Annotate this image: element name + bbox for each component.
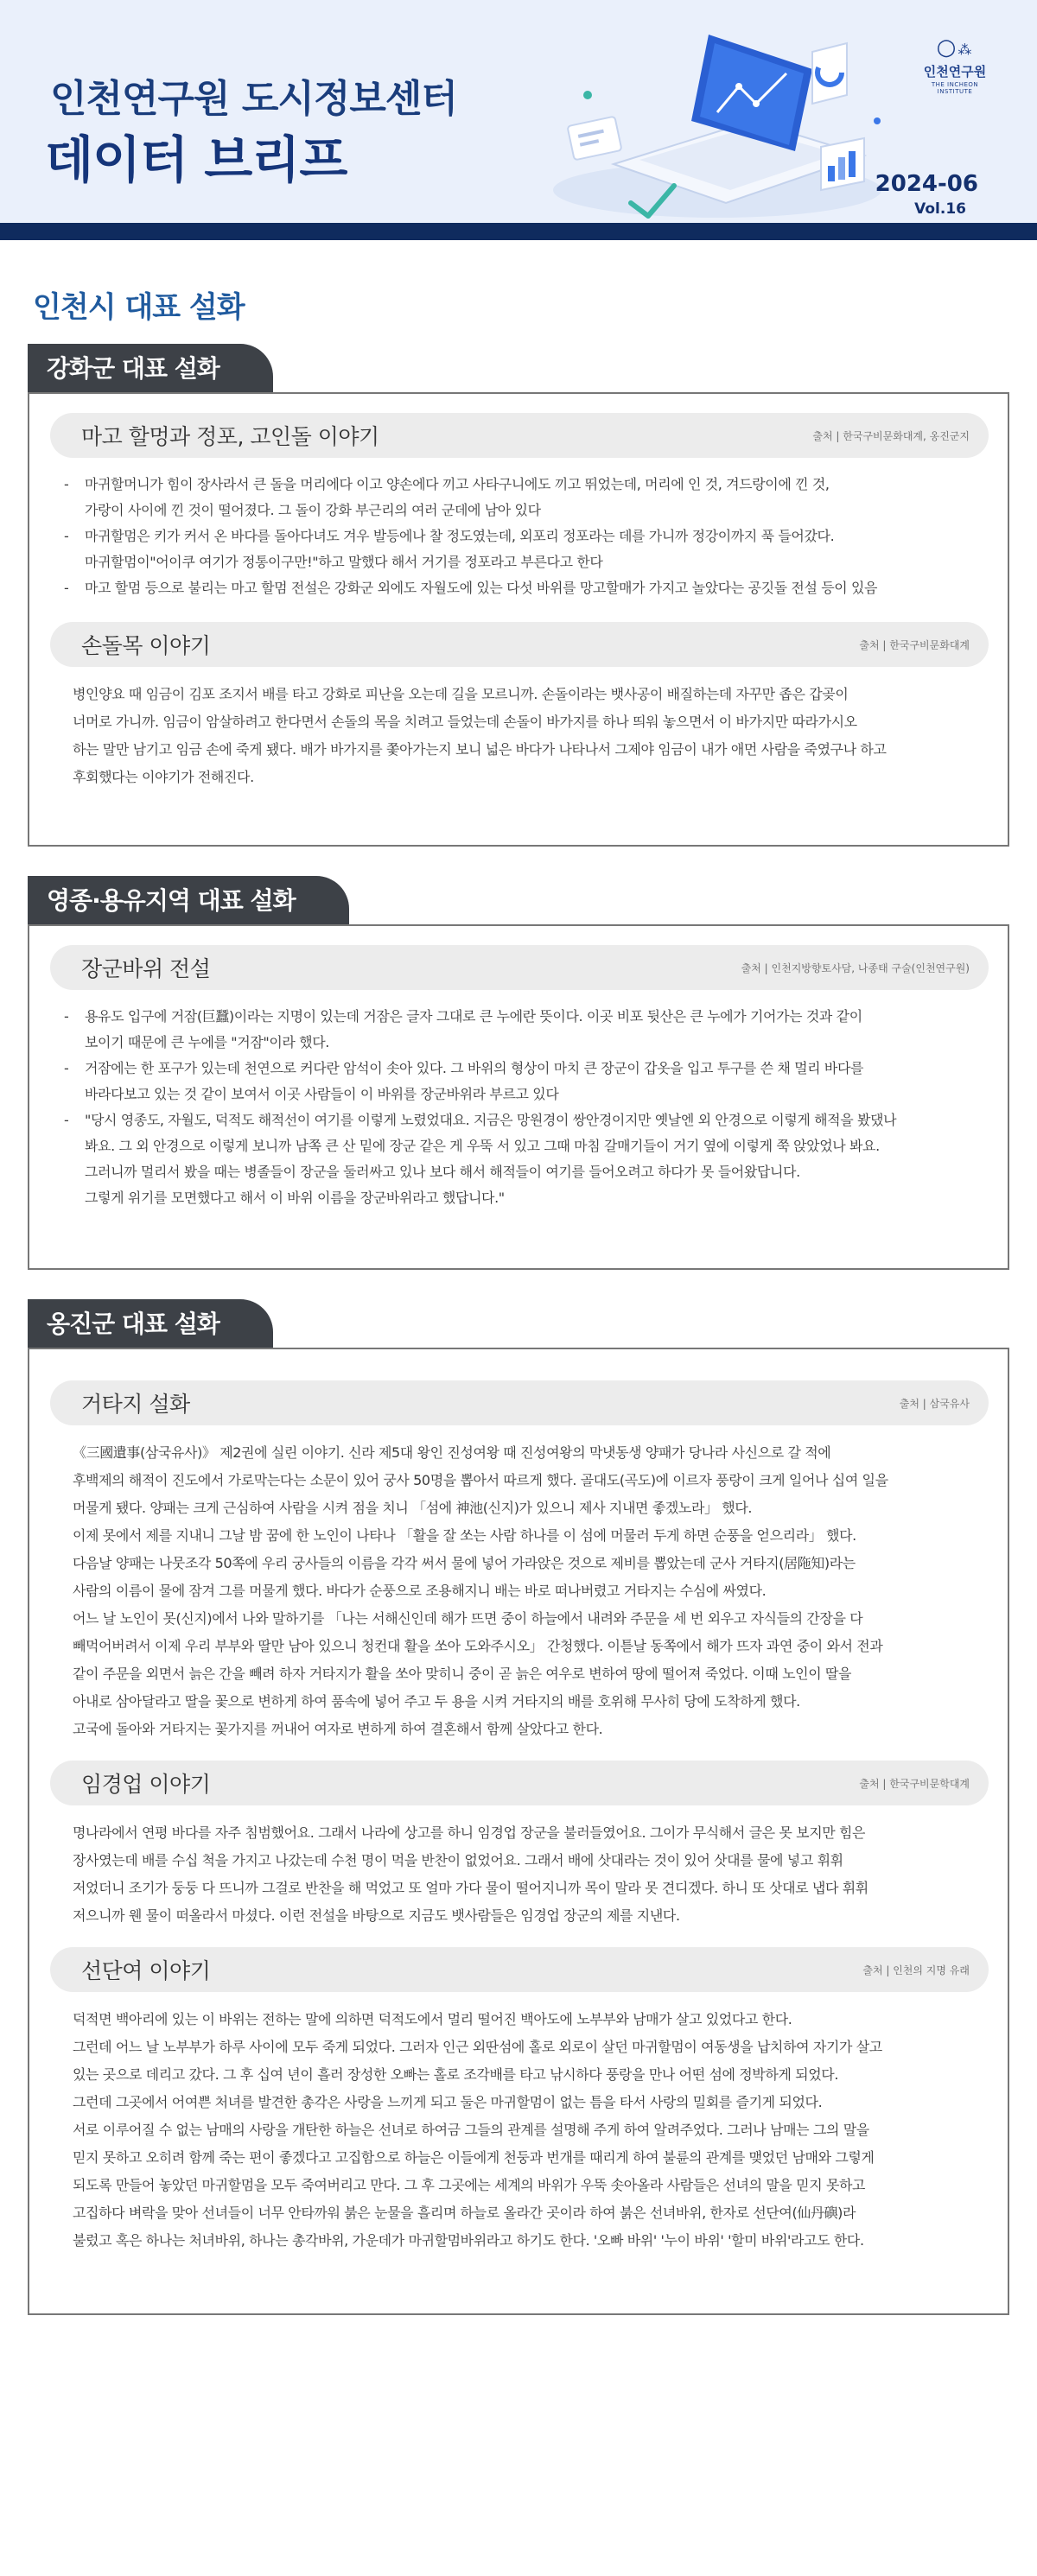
story-geotaji [50,1380,989,1743]
list-item: - 마고 할멈 등으로 불리는 마고 할멈 전설은 강화군 외에도 자월도에 있는 다섯 바위를 망고할매가 가지고 놀았다는 공깃돌 전설 등이 있음 [64,575,989,601]
story-paragraph: 《三國遺事(삼국유사)》 제2권에 실린 이야기. 신라 제5대 왕인 진성여왕 때 진성여왕의 막냇동생 양패가 당나라 사신으로 갈 적에 후백제의 해적이 진도에서 가로막는다는 소문이 있어 궁사 50명을 뽑아서 따르게 했다. 골대도(곡도)에 이르자 풍랑이 크게 일어나 십여 일을 머물게 됐다. 양패는 크게 근심하여 사람을 시켜 점을 치니 「섬에 神池(신지)가 있으니 제사 지내면 좋겠노라」 했다. 이제 못에서 제를 지내니 그날 밤 꿈에 한 노인이 나타나 「활을 잘 쏘는 사람 하나를 이 섬에 머물러 두게 하면 순풍을 얻으리라」 했다. 다음날 양패는 나뭇조각 50쪽에 우리 궁사들의 이름을 각각 써서 물에 넣어 가라앉은 것으로 제비를 뽑았는데 군사 거타지(居陁知)라는 사람의 이름이 물에 잠겨 그를 머물게 했다. 바다가 순풍으로 조용해지니 배는 바로 떠나버렸고 거타지는 수심에 싸였다. 어느 날 노인이 못(신지)에서 나와 말하기를 「나는 서해신인데 해가 뜨면 중이 하늘에서 내려와 주문을 세 번 외우고 자식들의 간장을 다 빼먹어버려서 이제 우리 부부와 딸만 남아 있으니 청컨대 활을 쏘아 도와주시오」 간청했다. 이튿날 동쪽에서 해가 뜨자 과연 중이 와서 전과 같이 주문을 외면서 늙은 간을 빼려 하자 거타지가 활을 쏘아 맞히니 중이 곧 늙은 여우로 변하여 땅에 떨어져 죽었다. 이때 노인이 딸을 아내로 삼아달라고 딸을 꽃으로 변하게 하여 품속에 넣어 주고 두 용을 시켜 거타지의 배를 호위해 무사히 당에 도착하게 했다. 고국에 돌아와 거타지는 꽃가지를 꺼내어 여자로 변하게 하여 결혼해서 함께 살았다고 한다. [73,1444,888,1737]
section-yeongjong [28,876,1009,1270]
story-mago [50,413,989,601]
list-item: - "당시 영종도, 자월도, 덕적도 해적선이 여기를 이렇게 노렸었대요. 지금은 망원경이 쌍안경이지만 옛날엔 외 안경으로 이렇게 해적을 봤댔나 봐요. 그 외 안경으로 이렇게 보니까 남쪽 큰 산 밑에 장군 같은 게 우뚝 서 있고 그때 마침 갈매기들이 거기 옆에 이렇게 쭉 앉았었나 봐요. 그러니까 멀리서 봤을 때는 병졸들이 장군을 둘러싸고 있나 보다 해서 해적들이 여기를 들어오려고 하다가 못 들어왔답니다. 그렇게 위기를 모면했다고 해서 이 바위 이름을 장군바위라고 했답니다." [64,1107,989,1211]
page-title: 인천시 대표 설화 [33,290,245,325]
logo-icon: ○⁂ [936,35,974,60]
story-paragraph: 덕적면 백아리에 있는 이 바위는 전하는 말에 의하면 덕적도에서 멀리 떨어진 백아도에 노부부와 남매가 살고 있었다고 한다. 그런데 어느 날 노부부가 하루 사이에 모두 죽게 되었다. 그러자 인근 외딴섬에 홀로 외로이 살던 마귀할멈이 여동생을 납치하여 자기가 살고 있는 곳으로 데리고 갔다. 그 후 십여 년이 흘러 장성한 오빠는 홀로 조각배를 타고 낚시하다 풍랑을 만나 어떤 섬에 정박하게 되었다. 그런데 그곳에서 어여쁜 처녀를 발견한 총각은 사랑을 느끼게 되고 둘은 마귀할멈이 없는 틈을 타서 사랑의 밀회를 즐기게 되었다. 서로 이루어질 수 없는 남매의 사랑을 개탄한 하늘은 선녀로 하여금 그들의 관계를 설명해 주게 하여 알려주었다. 그러나 남매는 그의 말을 믿지 못하고 오히려 함께 죽는 편이 좋겠다고 고집함으로 하늘은 이들에게 천둥과 번개를 때리게 하여 불륜의 관계를 맺었던 남매와 그렇게 되도록 만들어 놓았던 마귀할멈을 모두 죽여버리고 만다. 그 후 그곳에는 세계의 바위가 우뚝 솟아올라 사람들은 선녀의 말을 믿지 못하고 고집하다 벼락을 맞아 선녀들이 너무 안타까워 붉은 눈물을 흘리며 하늘로 올라간 곳이라 하여 붉은 선녀바위, 한자로 선단여(仙丹礖)라 불렀고 혹은 하나는 처녀바위, 하나는 총각바위, 가운데가 마귀할멈바위라고 하기도 한다. '오빠 바위' '누이 바위' '할미 바위'라고도 한다. [73,2011,882,2249]
section-box [28,392,1009,847]
story-title: 임경업 이야기 [81,1772,211,1797]
issue-volume: Vol.16 [914,200,966,218]
section-box [28,1348,1009,2315]
story-bullet-list [64,1004,989,1211]
story-paragraph: 명나라에서 연평 바다를 자주 침범했어요. 그래서 나라에 상고를 하니 임경업 장군을 불러들였어요. 그이가 무식해서 글은 못 보지만 힘은 장사였는데 배를 수십 척을 가지고 나갔는데 수천 명이 먹을 반찬이 없었어요. 그래서 배에 삿대라는 것이 있어 삿대를 물에 넣고 휘휘 저었더니 조기가 둥둥 다 뜨니까 그걸로 반찬을 해 먹었고 또 얼마 가다 물이 떨어지니까 목이 말라 못 견디겠다. 하니 또 삿대로 냅다 휘휘 저으니까 웬 물이 떠올라서 마셨다. 이런 전설을 바탕으로 지금도 뱃사람들은 임경업 장군의 제를 지낸다. [73,1824,868,1924]
institute-logo [916,35,994,95]
story-janggun-rock [50,945,989,1211]
list-item: - 마귀할머니가 힘이 장사라서 큰 돌을 머리에다 이고 양손에다 끼고 사타구니에도 끼고 뛰었는데, 머리에 인 것, 겨드랑이에 낀 것, 가랑이 사이에 낀 것이 떨어졌다. 그 돌이 강화 부근리의 여러 군데에 남아 있다 [64,472,989,523]
story-title: 마고 할멍과 정포, 고인돌 이야기 [81,424,379,449]
section-ongjin [28,1299,1009,2315]
story-header [50,945,989,990]
story-source: 출처 | 한국구비문화대계, 옹진군지 [812,430,970,442]
story-imgyeongeop [50,1761,989,1930]
story-header [50,1947,989,1992]
story-title: 손돌목 이야기 [81,633,211,658]
story-title: 거타지 설화 [81,1392,190,1417]
logo-subtitle: THE INCHEON INSTITUTE [931,81,979,95]
list-item: - 용유도 입구에 거잠(巨蠶)이라는 지명이 있는데 거잠은 글자 그대로 큰 누에란 뜻이다. 이곳 비포 뒷산은 큰 누에가 기어가는 것과 같이 보이기 때문에 큰 누에를 "거잠"이라 했다. [64,1004,989,1056]
story-source: 출처 | 한국구비문학대계 [859,1778,970,1790]
list-item: - 마귀할멈은 키가 커서 온 바다를 돌아다녀도 겨우 발등에나 찰 정도였는데, 외포리 정포라는 데를 가니까 정강이까지 푹 들어갔다. 마귀할멈이"어이쿠 여기가 정통이구만!"하고 말했다 해서 거기를 정포라고 부른다고 한다 [64,523,989,575]
story-paragraph: 병인양요 때 임금이 김포 조지서 배를 타고 강화로 피난을 오는데 길을 모르니까. 손돌이라는 뱃사공이 배질하는데 자꾸만 좁은 갑곶이 너머로 가니까. 임금이 암살하려고 한다면서 손돌의 목을 치려고 들었는데 손돌이 바가지를 하나 띄워 놓으면서 이 바가지만 따라가시오 하는 말만 남기고 임금 손에 죽게 됐다. 배가 바가지를 쫓아가는지 보니 넓은 바다가 나타나서 그제야 임금이 내가 애먼 사람을 죽였구나 하고 후회했다는 이야기가 전해진다. [73,686,887,785]
header-main-title: 데이터 브리프 [45,130,347,189]
issue-date: 2024-06 [875,171,978,197]
story-seondanyeo [50,1947,989,2255]
story-sondol [50,622,989,791]
header-divider-bar [0,223,1037,240]
section-tab: 강화군 대표 설화 [28,344,273,392]
story-source: 출처 | 삼국유사 [899,1398,970,1410]
story-header [50,622,989,667]
story-bullet-list [64,472,989,601]
header-banner [0,0,1037,240]
story-source: 출처 | 한국구비문화대계 [859,639,970,651]
story-source: 출처 | 인천지방향토사담, 나종태 구술(인천연구원) [741,962,970,974]
story-header [50,1380,989,1425]
logo-name: 인천연구원 [923,64,987,79]
laptop-illustration-icon [536,17,899,225]
story-title: 선단여 이야기 [81,1958,211,1983]
header-org-title: 인천연구원 도시정보센터 [50,77,457,121]
section-tab: 영종·용유지역 대표 설화 [28,876,349,924]
section-tab: 옹진군 대표 설화 [28,1299,273,1348]
story-header [50,413,989,458]
section-box [28,924,1009,1270]
story-header [50,1761,989,1805]
list-item: - 거잠에는 한 포구가 있는데 천연으로 커다란 암석이 솟아 있다. 그 바위의 형상이 마치 큰 장군이 갑옷을 입고 투구를 쓴 채 멀리 바다를 바라다보고 있는 것 같이 보여서 이곳 사람들이 이 바위를 장군바위라 부르고 있다 [64,1056,989,1107]
story-title: 장군바위 전설 [81,956,211,981]
story-source: 출처 | 인천의 지명 유래 [862,1964,970,1976]
section-ganghwa [28,344,1009,847]
